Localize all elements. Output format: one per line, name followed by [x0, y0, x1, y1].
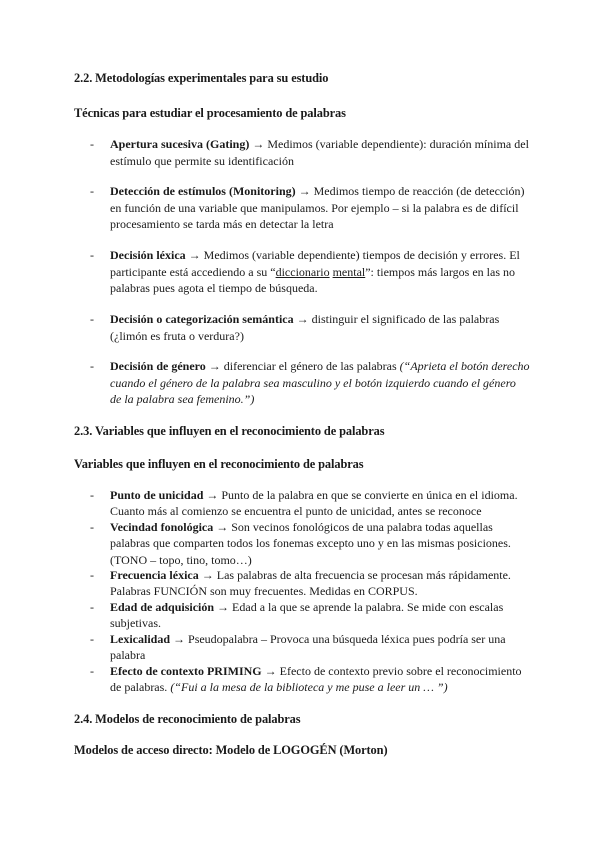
term-description: → Edad a la que se aprende la palabra. Se mide con escalas subjetivas. [110, 600, 504, 631]
section-2-4-subtitle: Modelos de acceso directo: Modelo de LOGOGÉN (Morton) [74, 743, 388, 757]
term-description: → Las palabras de alta frecuencia se procesan más rápidamente. Palabras FUNCIÓN son muy frecuentes. Medidas en CORPUS. [110, 568, 511, 599]
term-description-end: ”: tiempos más largos en las no palabras pues agota el tiempo de búsqueda. [110, 264, 515, 295]
term-label: Lexicalidad [110, 632, 171, 646]
list-item-lexicalidad [90, 631, 530, 664]
term-description: → Punto de la palabra en que se convierte en única en el idioma. Cuanto más al comienzo se encuentra el punto de unicidad, antes se reconoce [110, 488, 518, 519]
section-2-2-title: 2.2. Metodologías experimentales para su estudio [74, 71, 329, 85]
term-description: → Son vecinos fonológicos de una palabra todas aquellas palabras que comparten todos los fonemas excepto uno y en las mismas posiciones. (TONO – topo, tino, tomo…) [110, 520, 511, 567]
list-item-genero [90, 358, 530, 408]
term-label: Decisión léxica [110, 248, 186, 262]
bullet-dash: - [90, 184, 94, 198]
term-description: → distinguir el significado de las palabras (¿limón es fruta o verdura?) [110, 312, 500, 343]
term-description: → diferenciar el género de las palabras [205, 359, 400, 373]
term-label: Punto de unicidad [110, 488, 204, 502]
term-label: Frecuencia léxica [110, 568, 199, 582]
section-2-4-title: 2.4. Modelos de reconocimiento de palabras [74, 712, 301, 726]
list-item-vecindad [90, 519, 530, 568]
term-label: Apertura sucesiva (Gating) [110, 137, 250, 151]
bullet-dash: - [90, 568, 94, 582]
section-2-3-title: 2.3. Variables que influyen en el reconocimiento de palabras [74, 424, 385, 438]
term-description: Pseudopalabra – Provoca una búsqueda léxica pues podría ser una palabra [110, 632, 506, 663]
list-item-unicidad [90, 487, 530, 520]
underlined-word: mental [332, 264, 366, 279]
bullet-dash: - [90, 488, 94, 502]
list-item-edad [90, 599, 530, 632]
bullet-dash: - [90, 664, 94, 678]
example-quote: (“Aprieta el botón derecho cuando el género de la palabra sea masculino y el botón izquierdo cuando el género de la palabra sea femenino.”) [110, 359, 530, 406]
bullet-dash: - [90, 632, 94, 646]
term-label: Efecto de contexto PRIMING [110, 664, 262, 678]
list-item-priming [90, 663, 530, 696]
list-item-decision-lexica [90, 247, 530, 297]
list-item-categorizacion [90, 311, 530, 344]
term-label: Decisión o categorización semántica [110, 312, 294, 326]
term-description: → Medimos tiempo de reacción (de detección) en función de una variable que manipulamos. Por ejemplo – si la palabra es de difícil procesamiento se tarda más en detectar la letra [110, 184, 525, 231]
example-quote: (“Fui a la mesa de la biblioteca y me puse a leer un … ”) [170, 680, 448, 695]
term-label: Decisión de género [110, 359, 206, 373]
term-description: → Efecto de contexto previo sobre el reconocimiento de palabras. [110, 664, 522, 695]
section-2-2-subtitle: Técnicas para estudiar el procesamiento de palabras [74, 106, 346, 120]
bullet-dash: - [90, 137, 94, 151]
section-2-3-subtitle: Variables que influyen en el reconocimiento de palabras [74, 457, 364, 471]
underlined-word: diccionario [275, 264, 330, 279]
term-label: Vecindad fonológica [110, 520, 214, 534]
bullet-dash: - [90, 248, 94, 262]
list-item-frecuencia [90, 567, 530, 600]
bullet-dash: - [90, 520, 94, 534]
term-description: → Medimos (variable dependiente): duración mínima del estímulo que permite su identificación [110, 137, 529, 168]
term-label: Detección de estímulos (Monitoring) [110, 184, 296, 198]
bullet-dash: - [90, 359, 94, 373]
term-description: → Medimos (variable dependiente) tiempos de decisión y errores. El participante está accediendo a su “ [110, 248, 520, 279]
bullet-dash: - [90, 600, 94, 614]
arrow: → [170, 632, 189, 646]
bullet-dash: - [90, 312, 94, 326]
list-item-gating [90, 136, 530, 169]
term-label: Edad de adquisición [110, 600, 215, 614]
list-item-monitoring [90, 183, 530, 233]
